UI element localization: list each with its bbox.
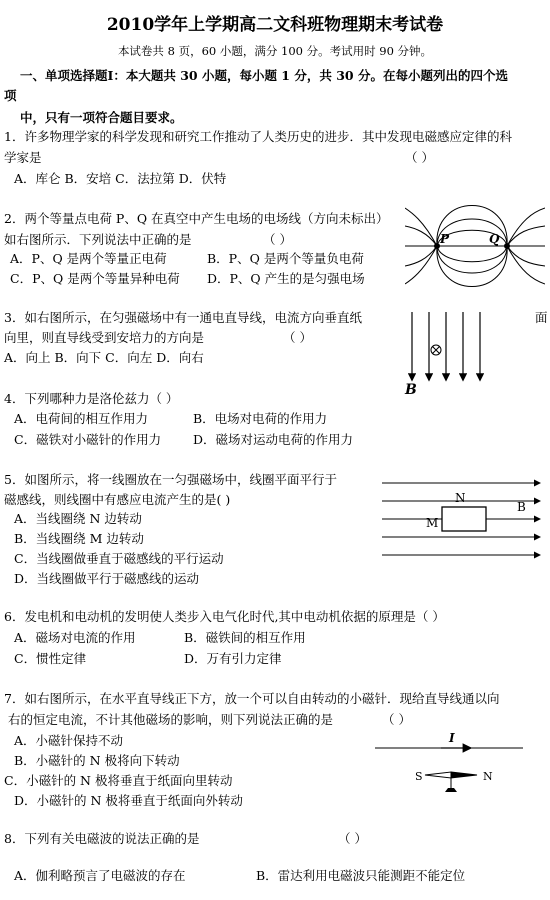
current-i-label: I bbox=[449, 731, 455, 745]
q4-option-a: A．电荷间的相互作用力 bbox=[14, 411, 149, 426]
q3-answer-blank[interactable]: （ ） bbox=[283, 330, 312, 345]
q6-option-a: A．磁场对电流的作用 bbox=[14, 630, 136, 645]
q4-option-d: D．磁场对运动电荷的作用力 bbox=[193, 432, 354, 447]
q5-option-a: A．当线圈绕 N 边转动 bbox=[14, 511, 142, 526]
q1-answer-blank[interactable]: （ ） bbox=[405, 150, 434, 165]
field-b-label: B bbox=[405, 382, 417, 398]
q3-stem-line2: 向里，则直导线受到安培力的方向是 bbox=[4, 330, 205, 345]
q2-electric-field-figure bbox=[405, 200, 545, 290]
q2-option-a: A．P、Q 是两个等量正电荷 bbox=[10, 251, 167, 266]
charge-q-dot bbox=[504, 243, 510, 249]
q5-stem-line2: 磁感线，则线圈中有感应电流产生的是( ) bbox=[4, 492, 231, 507]
q1-options: A．库仑 B．安培 C．法拉第 D．伏特 bbox=[14, 171, 227, 186]
q7-answer-blank[interactable]: （ ） bbox=[382, 712, 411, 727]
q8-option-a: A．伽利略预言了电磁波的存在 bbox=[14, 868, 186, 883]
q5-coil-figure bbox=[380, 475, 545, 565]
section-heading-line1: 一、单项选择题Ⅰ：本大题共 30 小题，每小题 1 分，共 30 分。在每小题列出的四个选 bbox=[20, 68, 508, 83]
q7-stem-line1: 7．如右图所示，在水平直导线正下方，放一个可以自由转动的小磁针．现给直导线通以向 bbox=[4, 691, 500, 706]
q8-stem: 8．下列有关电磁波的说法正确的是 bbox=[4, 831, 200, 846]
q2-stem-line1: 2．两个等量点电荷 P、Q 在真空中产生电场的电场线（方向未标出） bbox=[4, 211, 389, 226]
q7-option-d: D．小磁针的 N 极将垂直于纸面向外转动 bbox=[14, 793, 243, 808]
exam-subtitle: 本试卷共 8 页，60 小题，满分 100 分。考试用时 90 分钟。 bbox=[117, 44, 433, 58]
q7-wire-compass-figure bbox=[375, 730, 530, 805]
q8-option-b: B．雷达利用电磁波只能测距不能定位 bbox=[256, 868, 466, 883]
coil-rectangle bbox=[442, 507, 486, 531]
q1-stem-line2: 学家是 bbox=[4, 150, 42, 165]
q7-option-b: B．小磁针的 N 极将向下转动 bbox=[14, 753, 180, 768]
q6-option-b: B．磁铁间的相互作用 bbox=[184, 630, 306, 645]
q2-stem-line2: 如右图所示．下列说法中正确的是 bbox=[4, 232, 192, 247]
q3-stem-line1: 3．如右图所示，在匀强磁场中有一通电直导线，电流方向垂直纸 bbox=[4, 310, 362, 325]
q5-stem-line1: 5．如图所示，将一线圈放在一匀强磁场中，线圈平面平行于 bbox=[4, 472, 337, 487]
section-heading-line3: 中，只有一项符合题目要求。 bbox=[20, 110, 183, 125]
q6-option-d: D．万有引力定律 bbox=[184, 651, 282, 666]
q2-option-b: B．P、Q 是两个等量负电荷 bbox=[207, 251, 364, 266]
compass-needle bbox=[425, 772, 477, 792]
q6-stem: 6．发电机和电动机的发明使人类步入电气化时代,其中电动机依据的原理是（ ） bbox=[4, 609, 445, 624]
q2-answer-blank[interactable]: （ ） bbox=[263, 232, 292, 247]
q7-option-a: A．小磁针保持不动 bbox=[14, 733, 124, 748]
q8-answer-blank[interactable]: （ ） bbox=[338, 831, 367, 846]
q4-option-b: B．电场对电荷的作用力 bbox=[193, 411, 328, 426]
exam-title: 2010学年上学期高二文科班物理期末考试卷 bbox=[106, 15, 444, 35]
charge-p-label: P bbox=[440, 232, 450, 246]
coil-side-m-label: M bbox=[426, 516, 439, 530]
section-heading-line2: 项 bbox=[4, 88, 17, 103]
q5-option-c: C．当线圈做垂直于磁感线的平行运动 bbox=[14, 551, 224, 566]
q2-option-c: C．P、Q 是两个等量异种电荷 bbox=[10, 271, 180, 286]
charge-q-label: Q bbox=[489, 232, 500, 246]
q2-option-d: D．P、Q 产生的是匀强电场 bbox=[207, 271, 365, 286]
field-b-label: B bbox=[517, 500, 526, 514]
q3-stem-line1-tail: 面 bbox=[535, 310, 548, 325]
coil-side-n-label: N bbox=[455, 491, 466, 505]
q1-stem-line1: 1．许多物理学家的科学发现和研究工作推动了人类历史的进步．其中发现电磁感应定律的科 bbox=[4, 129, 512, 144]
q7-stem-line2: 右的恒定电流，不计其他磁场的影响，则下列说法正确的是 bbox=[8, 712, 334, 727]
needle-s-label: S bbox=[415, 770, 423, 783]
q3-magnetic-field-figure bbox=[400, 310, 490, 400]
q5-option-d: D．当线圈做平行于磁感线的运动 bbox=[14, 571, 200, 586]
q4-stem: 4．下列哪种力是洛伦兹力（ ） bbox=[4, 391, 179, 406]
q7-option-c: C．小磁针的 N 极将垂直于纸面向里转动 bbox=[4, 773, 233, 788]
needle-n-label: N bbox=[483, 770, 493, 783]
q6-option-c: C．惯性定律 bbox=[14, 651, 87, 666]
q4-option-c: C．磁铁对小磁针的作用力 bbox=[14, 432, 162, 447]
q3-options: A．向上 B．向下 C．向左 D．向右 bbox=[4, 350, 204, 365]
q5-option-b: B．当线圈绕 M 边转动 bbox=[14, 531, 144, 546]
